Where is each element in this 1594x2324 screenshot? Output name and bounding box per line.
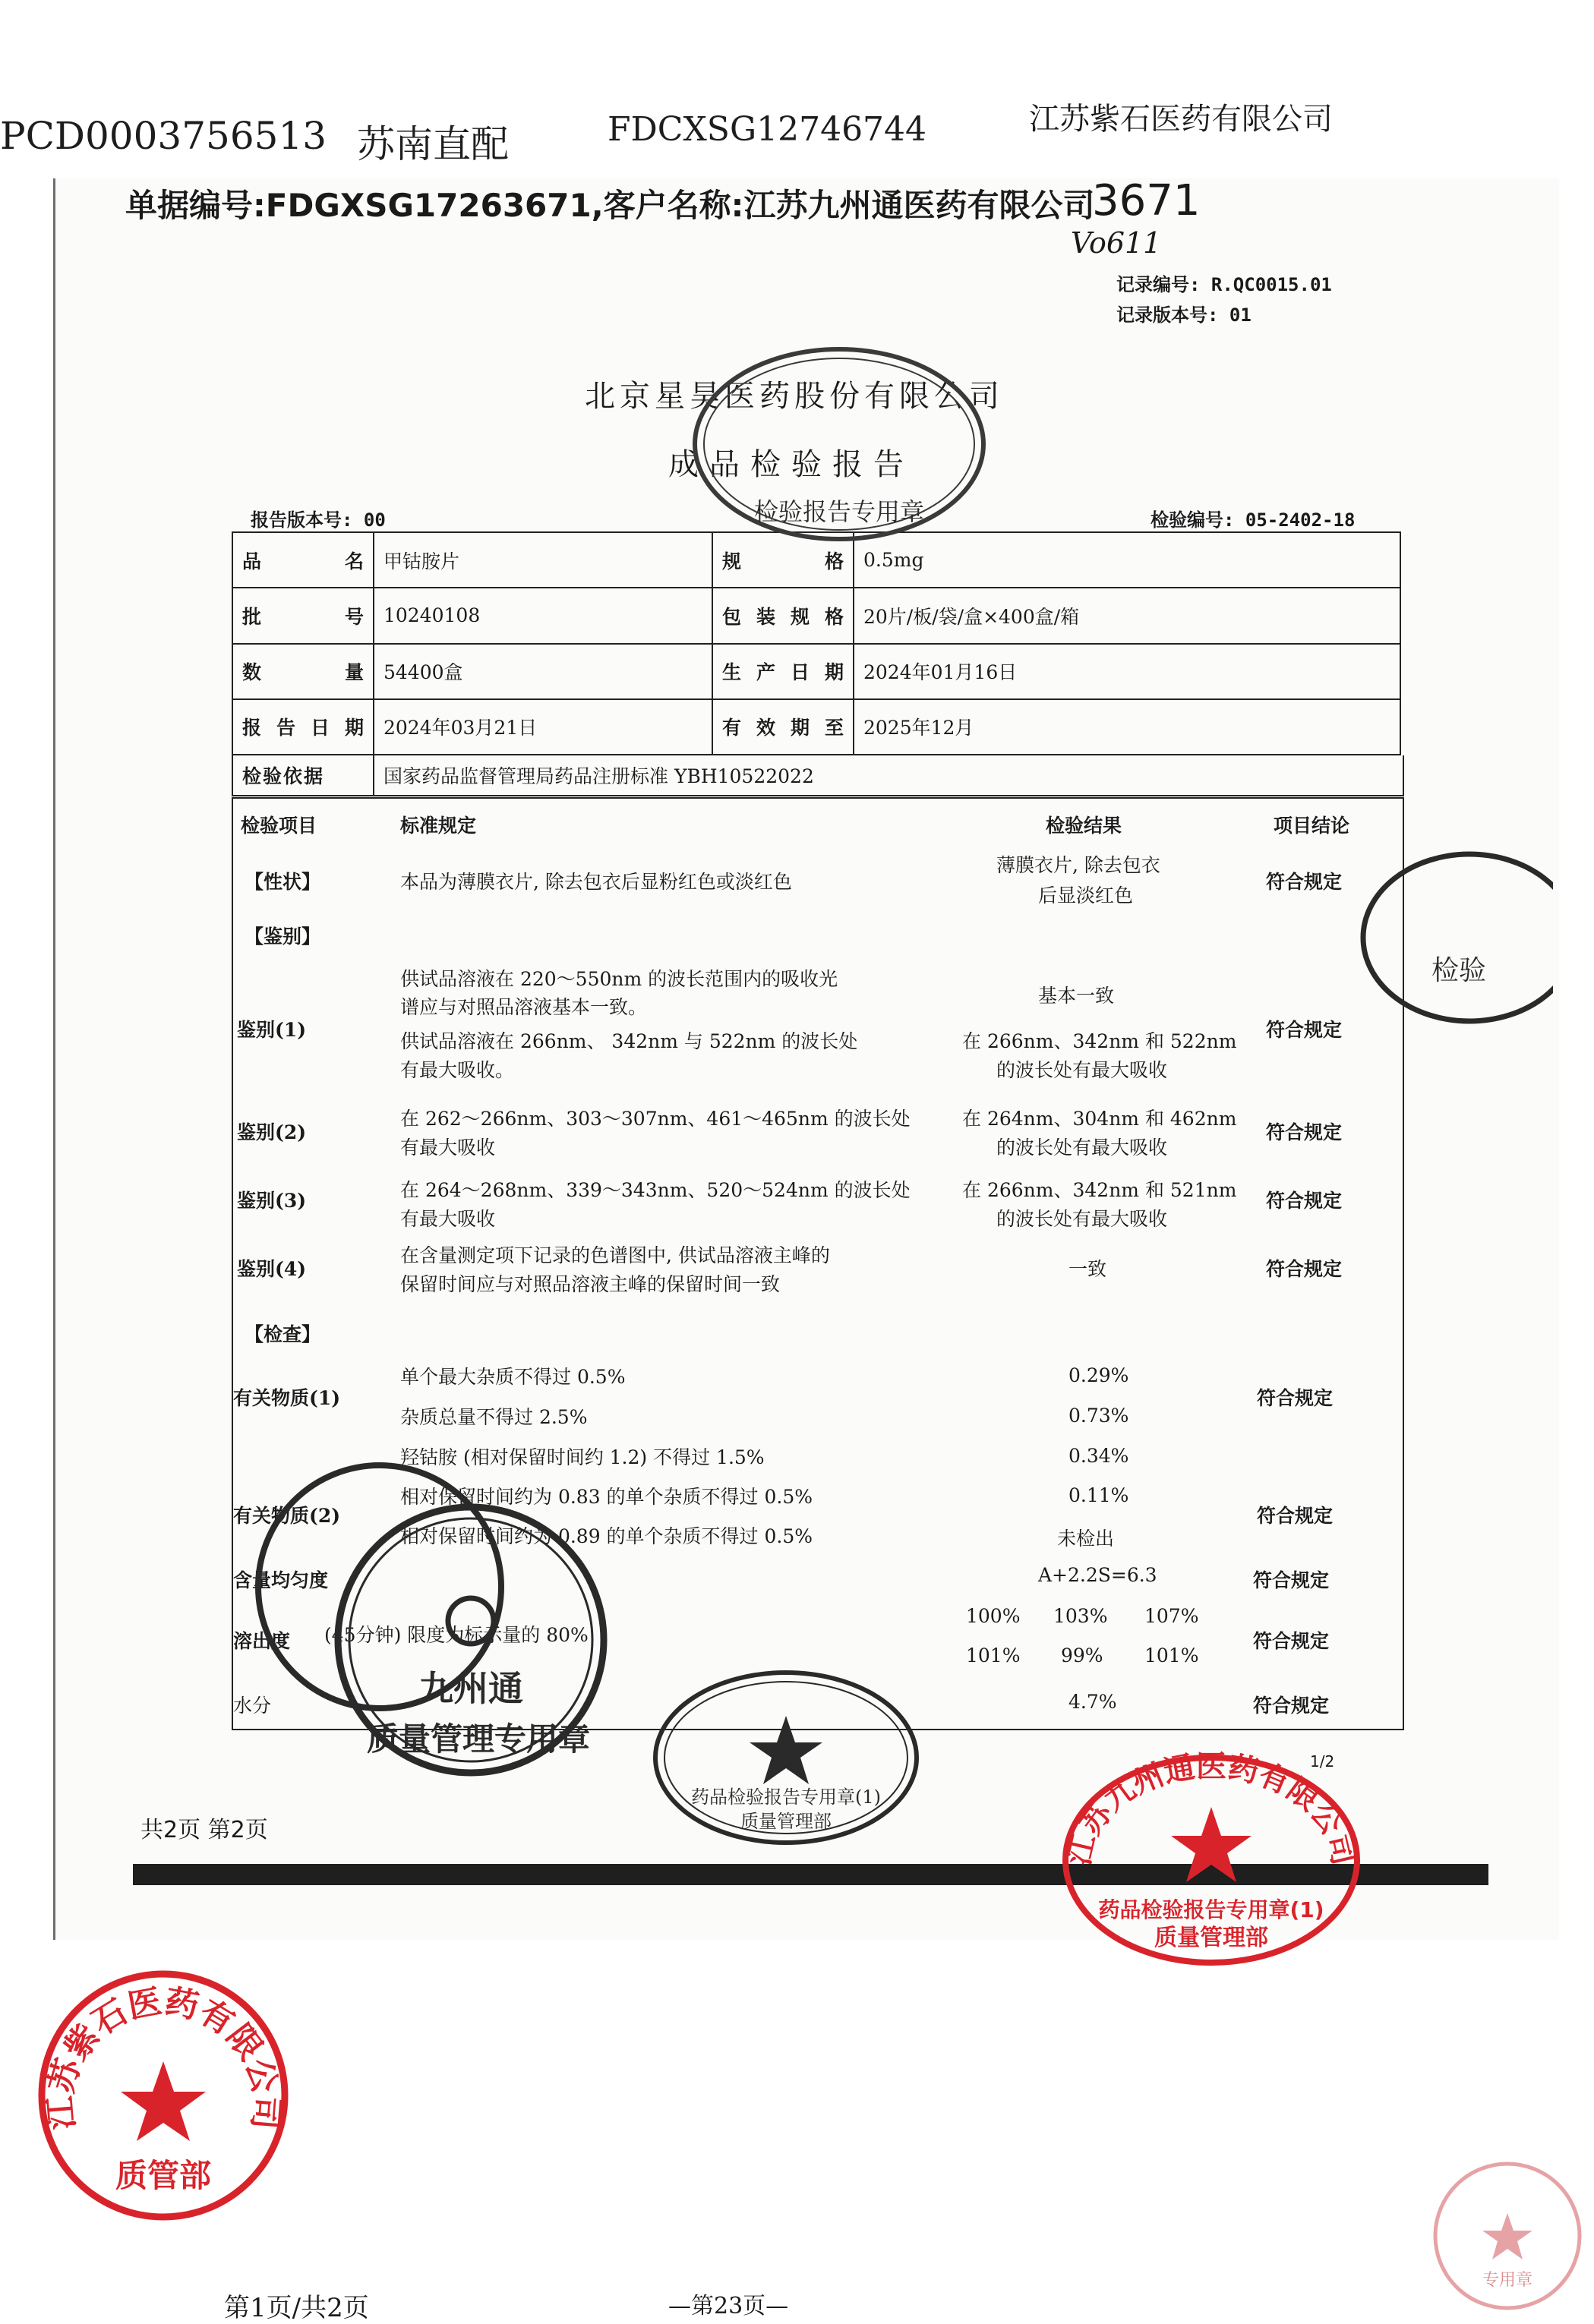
dissolution-r2c2: 99%: [1061, 1644, 1103, 1667]
concl-appearance: 符合规定: [1266, 871, 1343, 893]
page-footer-center: —第23页—: [668, 2293, 789, 2319]
order-code-left: PCD0003756513: [0, 114, 327, 158]
report-version: 报告版本号: 00: [251, 509, 386, 531]
record-version: 记录版本号: 01: [1116, 304, 1252, 326]
std-ident-4-b: 保留时间应与对照品溶液主峰的保留时间一致: [400, 1273, 781, 1295]
result-related-1-b: 0.73%: [1068, 1405, 1129, 1427]
document-header-line: 单据编号:FDGXSG17263671,客户名称:江苏九州通医药有限公司: [125, 187, 1095, 224]
result-content-uniformity: A+2.2S=6.3: [1038, 1564, 1157, 1586]
result-appearance-1: 薄膜衣片, 除去包衣: [996, 854, 1160, 876]
page-fraction: 1/2: [1310, 1752, 1335, 1771]
result-ident-1-b: 在 266nm、342nm 和 522nm: [962, 1030, 1237, 1052]
result-ident-1-c: 的波长处有最大吸收: [996, 1059, 1168, 1081]
spec-label: 规格: [712, 532, 854, 588]
result-moisture: 4.7%: [1068, 1691, 1117, 1713]
item-ident-4: 鉴别(4): [237, 1258, 307, 1280]
std-ident-2-a: 在 262～266nm、303～307nm、461～465nm 的波长处: [400, 1108, 911, 1130]
dissolution-r2c3: 101%: [1144, 1644, 1199, 1667]
basis-value: 国家药品监督管理局药品注册标准 YBH10522022: [384, 765, 814, 787]
svg-text:质量管理部: 质量管理部: [1154, 1925, 1268, 1951]
result-related-2-b: 未检出: [1057, 1528, 1115, 1550]
partial-seal-right: [1356, 847, 1553, 1032]
order-code-mid: FDCXSG12746744: [608, 110, 927, 149]
concl-related-2: 符合规定: [1257, 1505, 1334, 1527]
inner-page-indicator: 共2页 第2页: [140, 1817, 268, 1843]
jiuzhoutong-inspection-seal-red: [1059, 1746, 1363, 1969]
std-related-2-a: 相对保留时间约为 0.83 的单个杂质不得过 0.5%: [400, 1486, 813, 1508]
svg-text:江苏九州通医药有限公司: 江苏九州通医药有限公司: [1061, 1749, 1362, 1869]
inspection-number: 检验编号: 05-2402-18: [1151, 509, 1356, 531]
product-label: 品名: [232, 532, 374, 588]
svg-text:药品检验报告专用章(1): 药品检验报告专用章(1): [1098, 1897, 1324, 1922]
expiry-label: 有效期至: [712, 699, 854, 755]
result-appearance-2: 后显淡红色: [1038, 885, 1134, 907]
jiuzhoutong-inspection-seal-dark: [649, 1667, 923, 1852]
handwritten-number: 3671: [1092, 176, 1201, 225]
svg-text:质量管理部: 质量管理部: [740, 1811, 832, 1832]
std-ident-1-b: 谱应与对照品溶液基本一致。: [400, 996, 648, 1018]
dissolution-r1c1: 100%: [966, 1605, 1021, 1627]
concl-related-1: 符合规定: [1257, 1387, 1334, 1409]
result-ident-2-b: 的波长处有最大吸收: [996, 1137, 1168, 1159]
result-related-2-a: 0.11%: [1068, 1484, 1129, 1506]
dissolution-r1c3: 107%: [1144, 1605, 1199, 1627]
header-standard: 标准规定: [400, 815, 477, 837]
production-date-label: 生产日期: [712, 644, 854, 699]
header-item: 检验项目: [241, 815, 317, 837]
result-ident-2-a: 在 264nm、304nm 和 462nm: [962, 1108, 1237, 1130]
company-right: 江苏紫石医药有限公司: [1029, 102, 1333, 137]
item-content-uniformity: 含量均匀度: [233, 1569, 329, 1591]
product-value: 甲钴胺片: [374, 532, 712, 588]
svg-text:江苏紫石医药有限公司: 江苏紫石医药有限公司: [40, 1982, 286, 2131]
result-ident-3-b: 的波长处有最大吸收: [996, 1208, 1168, 1230]
item-appearance: 【性状】: [245, 871, 321, 893]
report-date-value: 2024年03月21日: [374, 699, 712, 755]
batch-label: 批号: [232, 588, 374, 643]
result-ident-1-a: 基本一致: [1038, 985, 1115, 1007]
result-ident-4: 一致: [1068, 1258, 1107, 1280]
quantity-label: 数量: [232, 644, 374, 699]
std-ident-4-a: 在含量测定项下记录的色谱图中, 供试品溶液主峰的: [400, 1244, 830, 1266]
concl-ident-1: 符合规定: [1266, 1019, 1343, 1041]
item-ident-2: 鉴别(2): [237, 1121, 307, 1143]
concl-ident-2: 符合规定: [1266, 1121, 1343, 1143]
dissolution-r2c1: 101%: [966, 1644, 1021, 1667]
zishi-quality-seal: [34, 1966, 292, 2228]
quantity-value: 54400盒: [374, 644, 712, 699]
concl-ident-4: 符合规定: [1266, 1258, 1343, 1280]
svg-text:质量管理专用章: 质量管理专用章: [366, 1720, 591, 1758]
header-result: 检验结果: [1046, 815, 1122, 837]
result-related-1-c: 0.34%: [1068, 1445, 1129, 1467]
std-related-2-b: 相对保留时间约为 0.89 的单个杂质不得过 0.5%: [400, 1525, 813, 1547]
handwritten-note: Vo611: [1071, 226, 1162, 260]
item-dissolution: 溶出度: [233, 1630, 291, 1652]
expiry-value: 2025年12月: [854, 699, 1400, 755]
spec-value: 0.5mg: [854, 532, 1400, 588]
std-ident-3-b: 有最大吸收: [400, 1208, 496, 1230]
dissolution-r1c2: 103%: [1053, 1605, 1108, 1627]
svg-text:专用章: 专用章: [1482, 2271, 1533, 2290]
std-ident-1-a: 供试品溶液在 220～550nm 的波长范围内的吸收光: [400, 968, 838, 990]
header-conclusion: 项目结论: [1274, 815, 1350, 837]
inspection-basis-row: [232, 755, 1404, 796]
faint-seal-bottom-right: [1428, 2156, 1587, 2319]
batch-value: 10240108: [374, 588, 712, 643]
item-related-2: 有关物质(2): [233, 1505, 341, 1527]
jiuzhoutong-quality-seal-dark: [220, 1458, 645, 1795]
basis-label: 检验依据: [233, 755, 374, 795]
package-value: 20片/板/袋/盒×400盒/箱: [854, 588, 1400, 643]
std-ident-1-c: 供试品溶液在 266nm、 342nm 与 522nm 的波长处: [400, 1030, 858, 1052]
product-info-table: [232, 531, 1401, 755]
item-related-1: 有关物质(1): [233, 1387, 341, 1409]
std-ident-1-d: 有最大吸收。: [400, 1059, 515, 1081]
report-title: 成品检验报告: [668, 447, 914, 482]
std-ident-2-b: 有最大吸收: [400, 1137, 496, 1159]
item-ident-3: 鉴别(3): [237, 1190, 307, 1212]
svg-text:检验报告专用章: 检验报告专用章: [753, 497, 925, 526]
item-ident-1: 鉴别(1): [237, 1019, 307, 1041]
std-ident-3-a: 在 264～268nm、339～343nm、520～524nm 的波长处: [400, 1179, 911, 1201]
concl-moisture: 符合规定: [1253, 1695, 1330, 1717]
package-label: 包装规格: [712, 588, 854, 643]
svg-text:药品检验报告专用章(1): 药品检验报告专用章(1): [691, 1786, 881, 1808]
production-date-value: 2024年01月16日: [854, 644, 1400, 699]
concl-content-uniformity: 符合规定: [1253, 1569, 1330, 1591]
svg-text:检验: 检验: [1431, 955, 1487, 986]
concl-dissolution: 符合规定: [1253, 1630, 1330, 1652]
item-identification: 【鉴别】: [245, 926, 321, 948]
page-footer-left: 第1页/共2页: [224, 2293, 369, 2323]
std-dissolution: (45分钟) 限度为标示量的 80%: [324, 1624, 589, 1646]
svg-text:九州通: 九州通: [418, 1668, 523, 1709]
std-appearance: 本品为薄膜衣片, 除去包衣后显粉红色或淡红色: [400, 871, 792, 893]
report-date-label: 报告日期: [232, 699, 374, 755]
std-related-1-b: 杂质总量不得过 2.5%: [400, 1406, 588, 1428]
std-related-1-a: 单个最大杂质不得过 0.5%: [400, 1366, 626, 1388]
item-inspection: 【检查】: [245, 1323, 321, 1345]
result-ident-3-a: 在 266nm、342nm 和 521nm: [962, 1179, 1237, 1201]
std-related-1-c: 羟钴胺 (相对保留时间约 1.2) 不得过 1.5%: [400, 1446, 765, 1468]
issuing-company: 北京星昊医药股份有限公司: [585, 379, 1004, 414]
route-label: 苏南直配: [357, 122, 509, 166]
svg-text:质管部: 质管部: [115, 2157, 212, 2194]
result-related-1-a: 0.29%: [1068, 1364, 1129, 1386]
record-number: 记录编号: R.QC0015.01: [1116, 274, 1332, 295]
concl-ident-3: 符合规定: [1266, 1190, 1343, 1212]
item-moisture: 水分: [233, 1695, 272, 1717]
xinghao-report-seal: [687, 342, 991, 550]
